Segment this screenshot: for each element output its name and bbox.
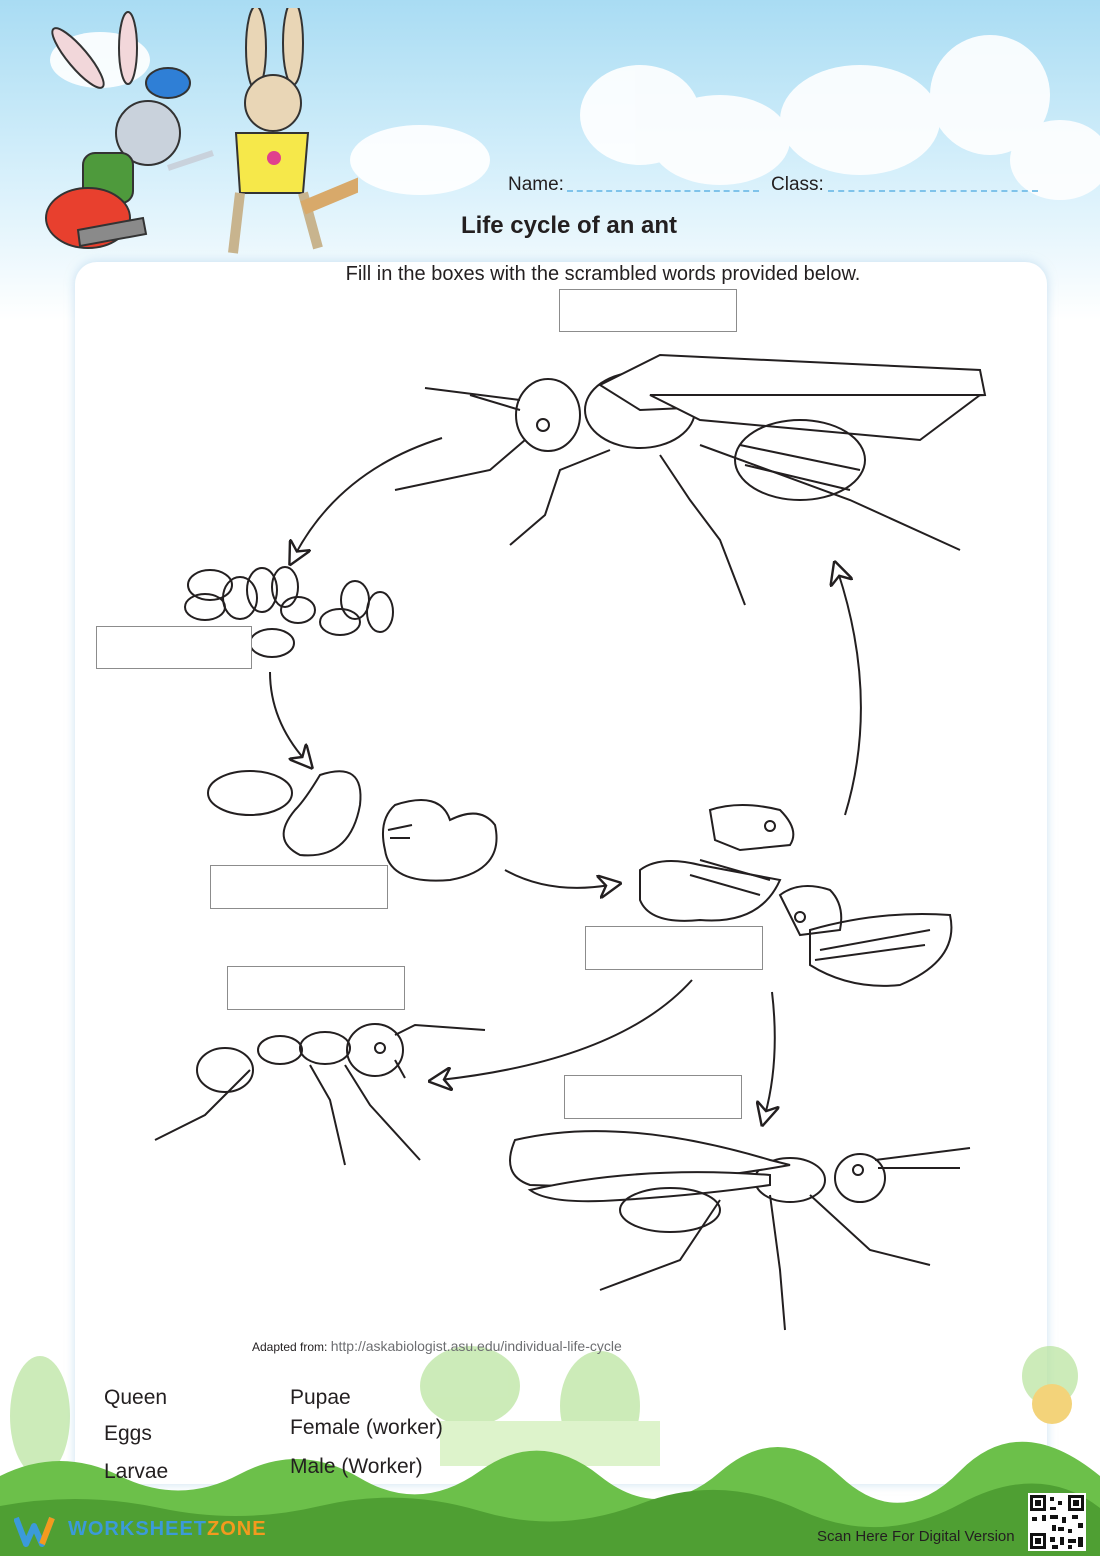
- word-bank-item: Eggs: [104, 1422, 152, 1445]
- word-bank-item: Female (worker): [290, 1416, 443, 1439]
- instructions: Fill in the boxes with the scrambled words provided below.: [345, 263, 861, 285]
- name-label: Name:: [508, 174, 564, 195]
- brand-part2: ZONE: [207, 1518, 267, 1540]
- answer-box-queen[interactable]: [559, 289, 737, 332]
- answer-box-worker[interactable]: [227, 966, 405, 1010]
- word-bank-item: Queen: [104, 1386, 168, 1409]
- worker-ant-drawing: [155, 1024, 485, 1165]
- source-credit: [252, 1338, 622, 1354]
- brand-part1: WORKSHEET: [68, 1518, 207, 1540]
- word-bank-item: Male (Worker): [290, 1455, 423, 1478]
- queen-ant-drawing: [395, 355, 985, 605]
- word-bank-item: Pupae: [290, 1386, 351, 1409]
- arrow-eggs-to-larvae: [270, 672, 305, 760]
- male-ant-drawing: [510, 1131, 970, 1330]
- word-bank-item: Larvae: [104, 1460, 169, 1483]
- arrow-larvae-to-pupae: [505, 870, 610, 888]
- worksheetzone-logo-icon: [14, 1514, 62, 1548]
- brand-name: [68, 1518, 267, 1541]
- credit-url[interactable]: http://askabiologist.asu.edu/individual-life-cycle: [330, 1338, 622, 1354]
- answer-box-eggs[interactable]: [96, 626, 252, 669]
- arrow-pupae-to-queen: [838, 572, 861, 815]
- qr-code-icon[interactable]: [1028, 1493, 1086, 1551]
- credit-prefix: Adapted from:: [252, 1340, 328, 1354]
- answer-box-pupae[interactable]: [585, 926, 763, 970]
- answer-box-male[interactable]: [564, 1075, 742, 1119]
- class-label: Class:: [771, 174, 824, 195]
- arrow-pupae-to-male: [765, 992, 775, 1115]
- arrow-queen-to-eggs: [295, 438, 442, 555]
- answer-box-larvae[interactable]: [210, 865, 388, 909]
- page-title: Life cycle of an ant: [460, 212, 678, 239]
- scan-text: Scan Here For Digital Version: [817, 1528, 1015, 1545]
